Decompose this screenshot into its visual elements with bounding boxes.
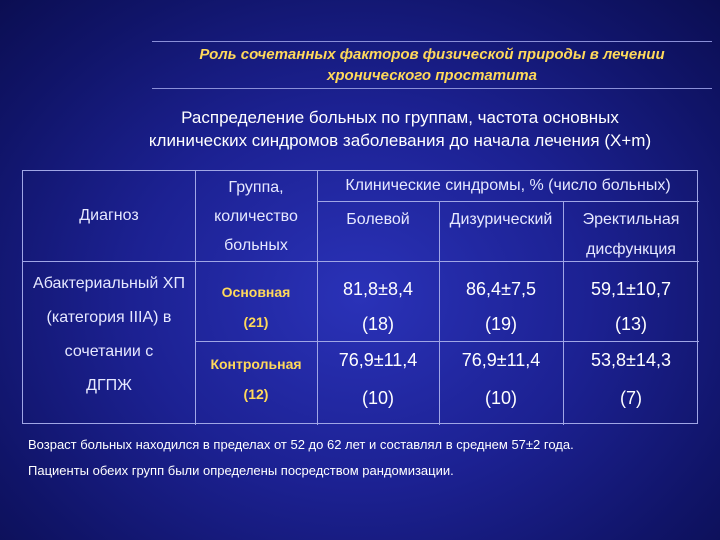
note-randomization: Пациенты обеих групп были определены посредством рандомизации.	[28, 463, 454, 478]
row-divider	[317, 201, 699, 202]
value-cell: 59,1±10,7	[591, 279, 671, 299]
diagnosis-line: сочетании с	[64, 343, 154, 360]
value-cell: 53,8±14,3	[591, 350, 671, 370]
header-pain: Болевой	[346, 211, 410, 228]
count-cell: (19)	[484, 314, 517, 334]
row-divider	[195, 341, 699, 342]
header-group-line1: Группа,	[228, 179, 284, 196]
value-cell: 81,8±8,4	[343, 279, 413, 299]
group-name-control: Контрольная	[210, 356, 302, 372]
header-diagnosis: Диагноз	[79, 207, 139, 224]
count-cell: (7)	[620, 388, 642, 408]
title-rule-top	[152, 41, 712, 42]
count-cell: (10)	[361, 388, 394, 408]
group-count-main: (21)	[243, 314, 269, 330]
group-count-control: (12)	[243, 386, 269, 402]
count-cell: (13)	[614, 314, 647, 334]
note-age: Возраст больных находился в пределах от 52 до 62 лет и составлял в среднем 57±2 года.	[28, 437, 574, 452]
diagnosis-line: Абактериальный ХП	[33, 275, 185, 292]
data-table	[22, 170, 698, 424]
subtitle-line1: Распределение больных по группам, частота основных	[181, 108, 619, 127]
subtitle-line2: клинических синдромов заболевания до начала лечения (X+m)	[148, 131, 652, 150]
title-rule-bottom	[152, 88, 712, 89]
group-name-main: Основная	[221, 284, 291, 300]
diagnosis-line: ДГПЖ	[86, 377, 132, 394]
count-cell: (18)	[361, 314, 394, 334]
header-syndromes: Клинические синдромы, % (число больных)	[345, 177, 671, 194]
count-cell: (10)	[484, 388, 517, 408]
diagnosis-line: (категория IIIА) в	[46, 309, 172, 326]
value-cell: 76,9±11,4	[338, 350, 418, 370]
header-dysuric: Дизурический	[449, 211, 553, 228]
value-cell: 76,9±11,4	[461, 350, 541, 370]
value-cell: 86,4±7,5	[466, 279, 536, 299]
slide-title-line1: Роль сочетанных факторов физической природы в лечении	[199, 46, 665, 63]
slide-title-line2: хронического простатита	[327, 67, 537, 84]
header-erectile-line2: дисфункция	[586, 241, 676, 258]
header-group-line2: количество	[214, 208, 298, 225]
header-group-line3: больных	[224, 237, 288, 254]
header-erectile-line1: Эректильная	[582, 211, 680, 228]
